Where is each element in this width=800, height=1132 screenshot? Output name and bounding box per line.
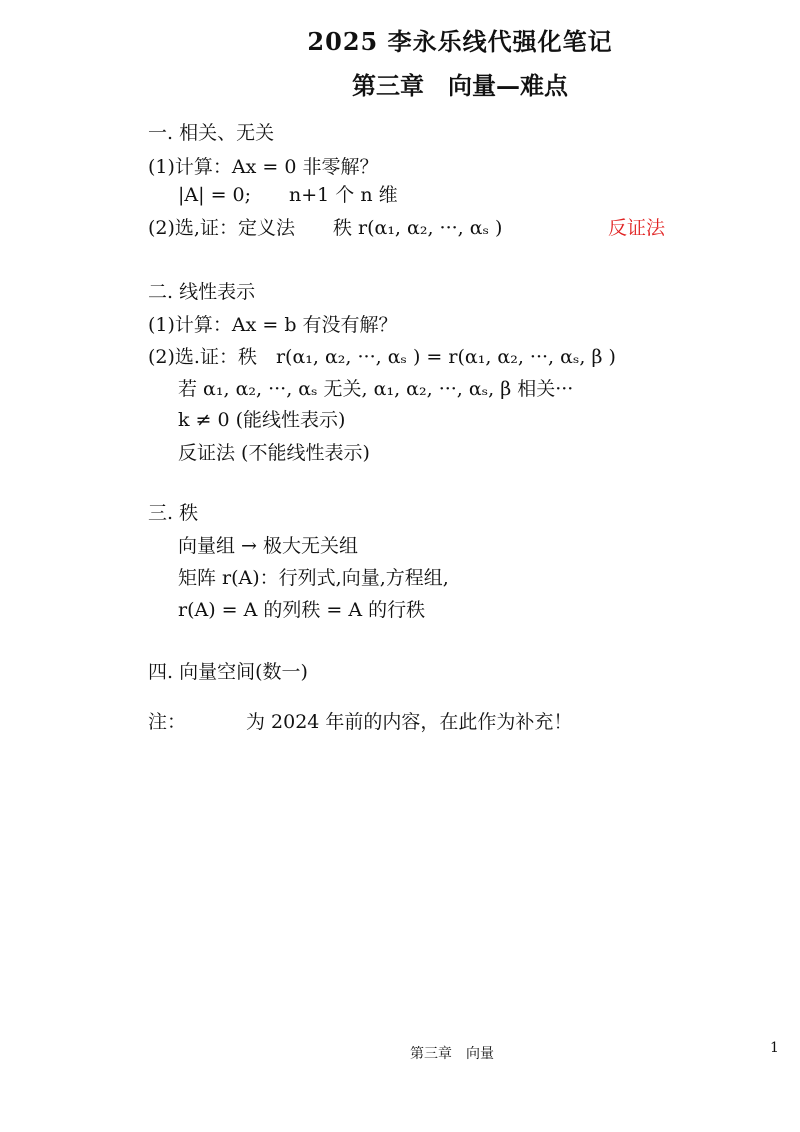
section-1-heading: 一. 相关、无关 — [148, 122, 275, 144]
section-1-line-1: (1)计算：Ax = 0 非零解？ — [148, 156, 379, 178]
section-3-line-3: r(A) = A 的列秩 = A 的行秩 — [178, 599, 426, 621]
section-2-line-4: k ≠ 0 (能线性表示) — [178, 409, 346, 431]
section-2-heading: 二. 线性表示 — [148, 281, 256, 303]
section-3-line-1: 向量组 → 极大无关组 — [178, 535, 358, 557]
section-1-note-red: 反证法 — [608, 217, 666, 239]
section-3-line-2: 矩阵 r(A)：行列式,向量,方程组, — [178, 567, 449, 589]
page-number: 1 — [770, 1040, 779, 1056]
section-3-heading: 三. 秩 — [148, 502, 199, 524]
page-title: 2025 李永乐线代强化笔记 — [307, 27, 613, 56]
section-1-line-2: |A| = 0; n+1 个 n 维 — [178, 184, 398, 206]
chapter-subtitle: 第三章 向量—难点 — [352, 71, 568, 100]
section-2-line-3: 若 α₁, α₂, ···, αₛ 无关, α₁, α₂, ···, αₛ, β 相关··· — [178, 378, 574, 400]
section-2-line-5: 反证法 (不能线性表示) — [178, 442, 370, 464]
note-text: 为 2024 年前的内容，在此作为补充！ — [246, 711, 573, 733]
section-2-line-1: (1)计算：Ax = b 有没有解？ — [148, 314, 398, 336]
section-2-line-2: (2)选.证：秩 r(α₁, α₂, ···, αₛ ) = r(α₁, α₂, ···, αₛ, β ) — [148, 346, 616, 368]
footer-chapter: 第三章 向量 — [410, 1046, 494, 1062]
section-4-heading: 四. 向量空间(数一) — [148, 661, 308, 683]
note-label: 注： — [148, 711, 187, 733]
section-1-line-3: (2)选,证：定义法 秩 r(α₁, α₂, ···, αₛ ) — [148, 217, 503, 239]
